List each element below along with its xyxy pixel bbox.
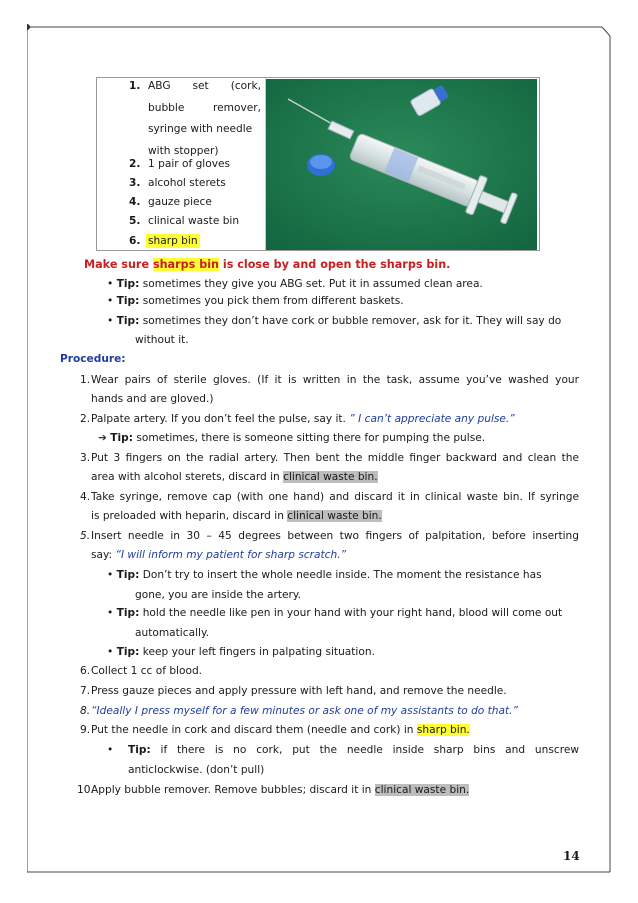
tip-label: Tip: — [116, 646, 140, 658]
step-quote: ” I can’t appreciate any pulse.” — [349, 413, 515, 425]
step-plain: area with alcohol sterets, discard in — [91, 471, 284, 483]
step-number: 7. — [80, 685, 91, 697]
step-text: Put 3 fingers on the radial artery. Then bent the middle finger backward and clean the — [91, 452, 579, 464]
list-item-text: 1 pair of gloves — [148, 158, 231, 170]
step-text: Wear pairs of sterile gloves. (If it is written in the task, assume you’ve washed your — [91, 374, 579, 386]
list-item-text: gauze piece — [148, 196, 212, 208]
tip-label: Tip: — [116, 278, 140, 290]
tip-label: Tip: — [116, 295, 140, 307]
step-plain: say: — [91, 549, 116, 561]
tip-text: sometimes they don’t have cork or bubble remover, ask for it. They will say do — [142, 315, 562, 327]
frame-corner-ornament-icon — [27, 24, 31, 31]
sharps-bin-highlight: sharps bin — [152, 258, 219, 271]
step-quote: “I will inform my patient for sharp scratch.” — [115, 549, 347, 561]
syringe-illustration — [266, 79, 537, 250]
step-plain: is preloaded with heparin, discard in — [91, 510, 288, 522]
tip-text: sometimes they give you ABG set. Put it in assumed clean area. — [142, 278, 483, 290]
step-text-cont: hands and are gloved.) — [91, 393, 214, 405]
step-number: 4. — [80, 491, 91, 503]
step-number: 3. — [80, 452, 91, 464]
tip-item — [107, 645, 375, 659]
step-plain: Put the needle in cork and discard them (needle and cork) in — [91, 724, 417, 736]
list-item-number: 2. — [129, 158, 141, 170]
step-number: 8. — [80, 705, 91, 717]
step-quote: “Ideally I press myself for a few minutes or ask one of my assistants to do that.” — [91, 705, 519, 717]
step-text: Take syringe, remove cap (with one hand) and discard it in clinical waste bin. If syringe — [91, 491, 579, 503]
list-item — [107, 294, 404, 308]
sharps-instruction-post: is close by and open the sharps bin. — [219, 258, 451, 271]
page-number: 14 — [563, 849, 580, 863]
tip-text-cont: gone, you are inside the artery. — [135, 589, 301, 601]
bullet-icon: • — [107, 278, 114, 290]
bullet-icon: • — [107, 646, 114, 658]
step-plain: Apply bubble remover. Remove bubbles; discard it in — [91, 784, 375, 796]
sharps-instruction-pre: Make sure — [84, 258, 153, 271]
step-text — [91, 783, 469, 797]
list-item-number: 3. — [129, 177, 141, 189]
step-text — [91, 412, 515, 426]
bullet-icon: • — [107, 744, 114, 756]
tip-item — [98, 431, 485, 445]
tip-item — [107, 568, 542, 582]
bullet-icon: • — [107, 569, 114, 581]
tip-text: keep your left fingers in palpating situation. — [142, 646, 375, 658]
bullet-icon: • — [107, 295, 114, 307]
list-item-text: clinical waste bin — [148, 215, 240, 227]
tip-text-cont: anticlockwise. (don’t pull) — [128, 764, 265, 776]
clinical-waste-highlight: clinical waste bin. — [287, 510, 382, 522]
tip-text-cont: without it. — [135, 334, 189, 346]
list-item-text: bubble remover, — [148, 102, 261, 114]
list-item-text: with stopper) — [148, 145, 219, 157]
tip-label: Tip: — [116, 315, 140, 327]
step-number: 2. — [80, 413, 91, 425]
bullet-icon: • — [107, 607, 114, 619]
tip-text: sometimes you pick them from different baskets. — [142, 295, 404, 307]
tip-text: sometimes, there is someone sitting there for pumping the pulse. — [136, 432, 486, 444]
tip-text-cont: automatically. — [135, 627, 210, 639]
tip-label: Tip: — [128, 744, 151, 756]
step-text: Collect 1 cc of blood. — [91, 665, 203, 677]
step-number: 5. — [80, 530, 91, 542]
clinical-waste-highlight: clinical waste bin. — [283, 471, 378, 483]
list-item-number: 6. — [129, 235, 141, 247]
step-text: Insert needle in 30 – 45 degrees between two fingers of palpitation, before inserting — [91, 530, 579, 542]
syringe-photo — [266, 79, 537, 250]
step-text-cont — [91, 548, 346, 562]
list-item-number: 1. — [129, 80, 141, 92]
list-item-text: syringe with needle — [148, 123, 253, 135]
sharp-bin-highlight: sharp bin. — [416, 724, 470, 736]
blue-cap-icon — [307, 154, 335, 176]
procedure-heading: Procedure: — [60, 353, 126, 365]
tip-label: Tip: — [116, 569, 140, 581]
step-text-cont — [91, 470, 378, 484]
step-number: 9. — [80, 724, 91, 736]
tip-text: Don’t try to insert the whole needle inside. The moment the resistance has — [142, 569, 542, 581]
list-item — [107, 314, 561, 328]
clinical-waste-highlight: clinical waste bin. — [374, 784, 470, 796]
tip-item — [128, 743, 579, 757]
tip-text: hold the needle like pen in your hand with your right hand, blood will come out — [142, 607, 563, 619]
step-text: Press gauze pieces and apply pressure with left hand, and remove the needle. — [91, 685, 507, 697]
tip-label: Tip: — [110, 432, 133, 444]
list-item-text: alcohol sterets — [148, 177, 226, 189]
list-item-text: ABG set (cork, — [148, 80, 261, 92]
step-plain: Palpate artery. If you don’t feel the pulse, say it. — [91, 413, 350, 425]
step-text-cont — [91, 509, 382, 523]
step-number: 10. — [77, 784, 94, 796]
tip-text: if there is no cork, put the needle inside sharp bins and unscrew — [160, 744, 580, 756]
list-item-number: 5. — [129, 215, 141, 227]
step-number: 6. — [80, 665, 91, 677]
list-item — [107, 277, 483, 291]
list-item-number: 4. — [129, 196, 141, 208]
step-number: 1. — [80, 374, 91, 386]
tip-label: Tip: — [116, 607, 140, 619]
arrow-bullet-icon: ➔ — [98, 432, 107, 444]
list-item-text-highlighted: sharp bin — [148, 235, 198, 247]
tip-item — [107, 606, 562, 620]
bullet-icon: • — [107, 315, 114, 327]
step-text — [91, 723, 470, 737]
sharps-instruction — [84, 257, 450, 272]
